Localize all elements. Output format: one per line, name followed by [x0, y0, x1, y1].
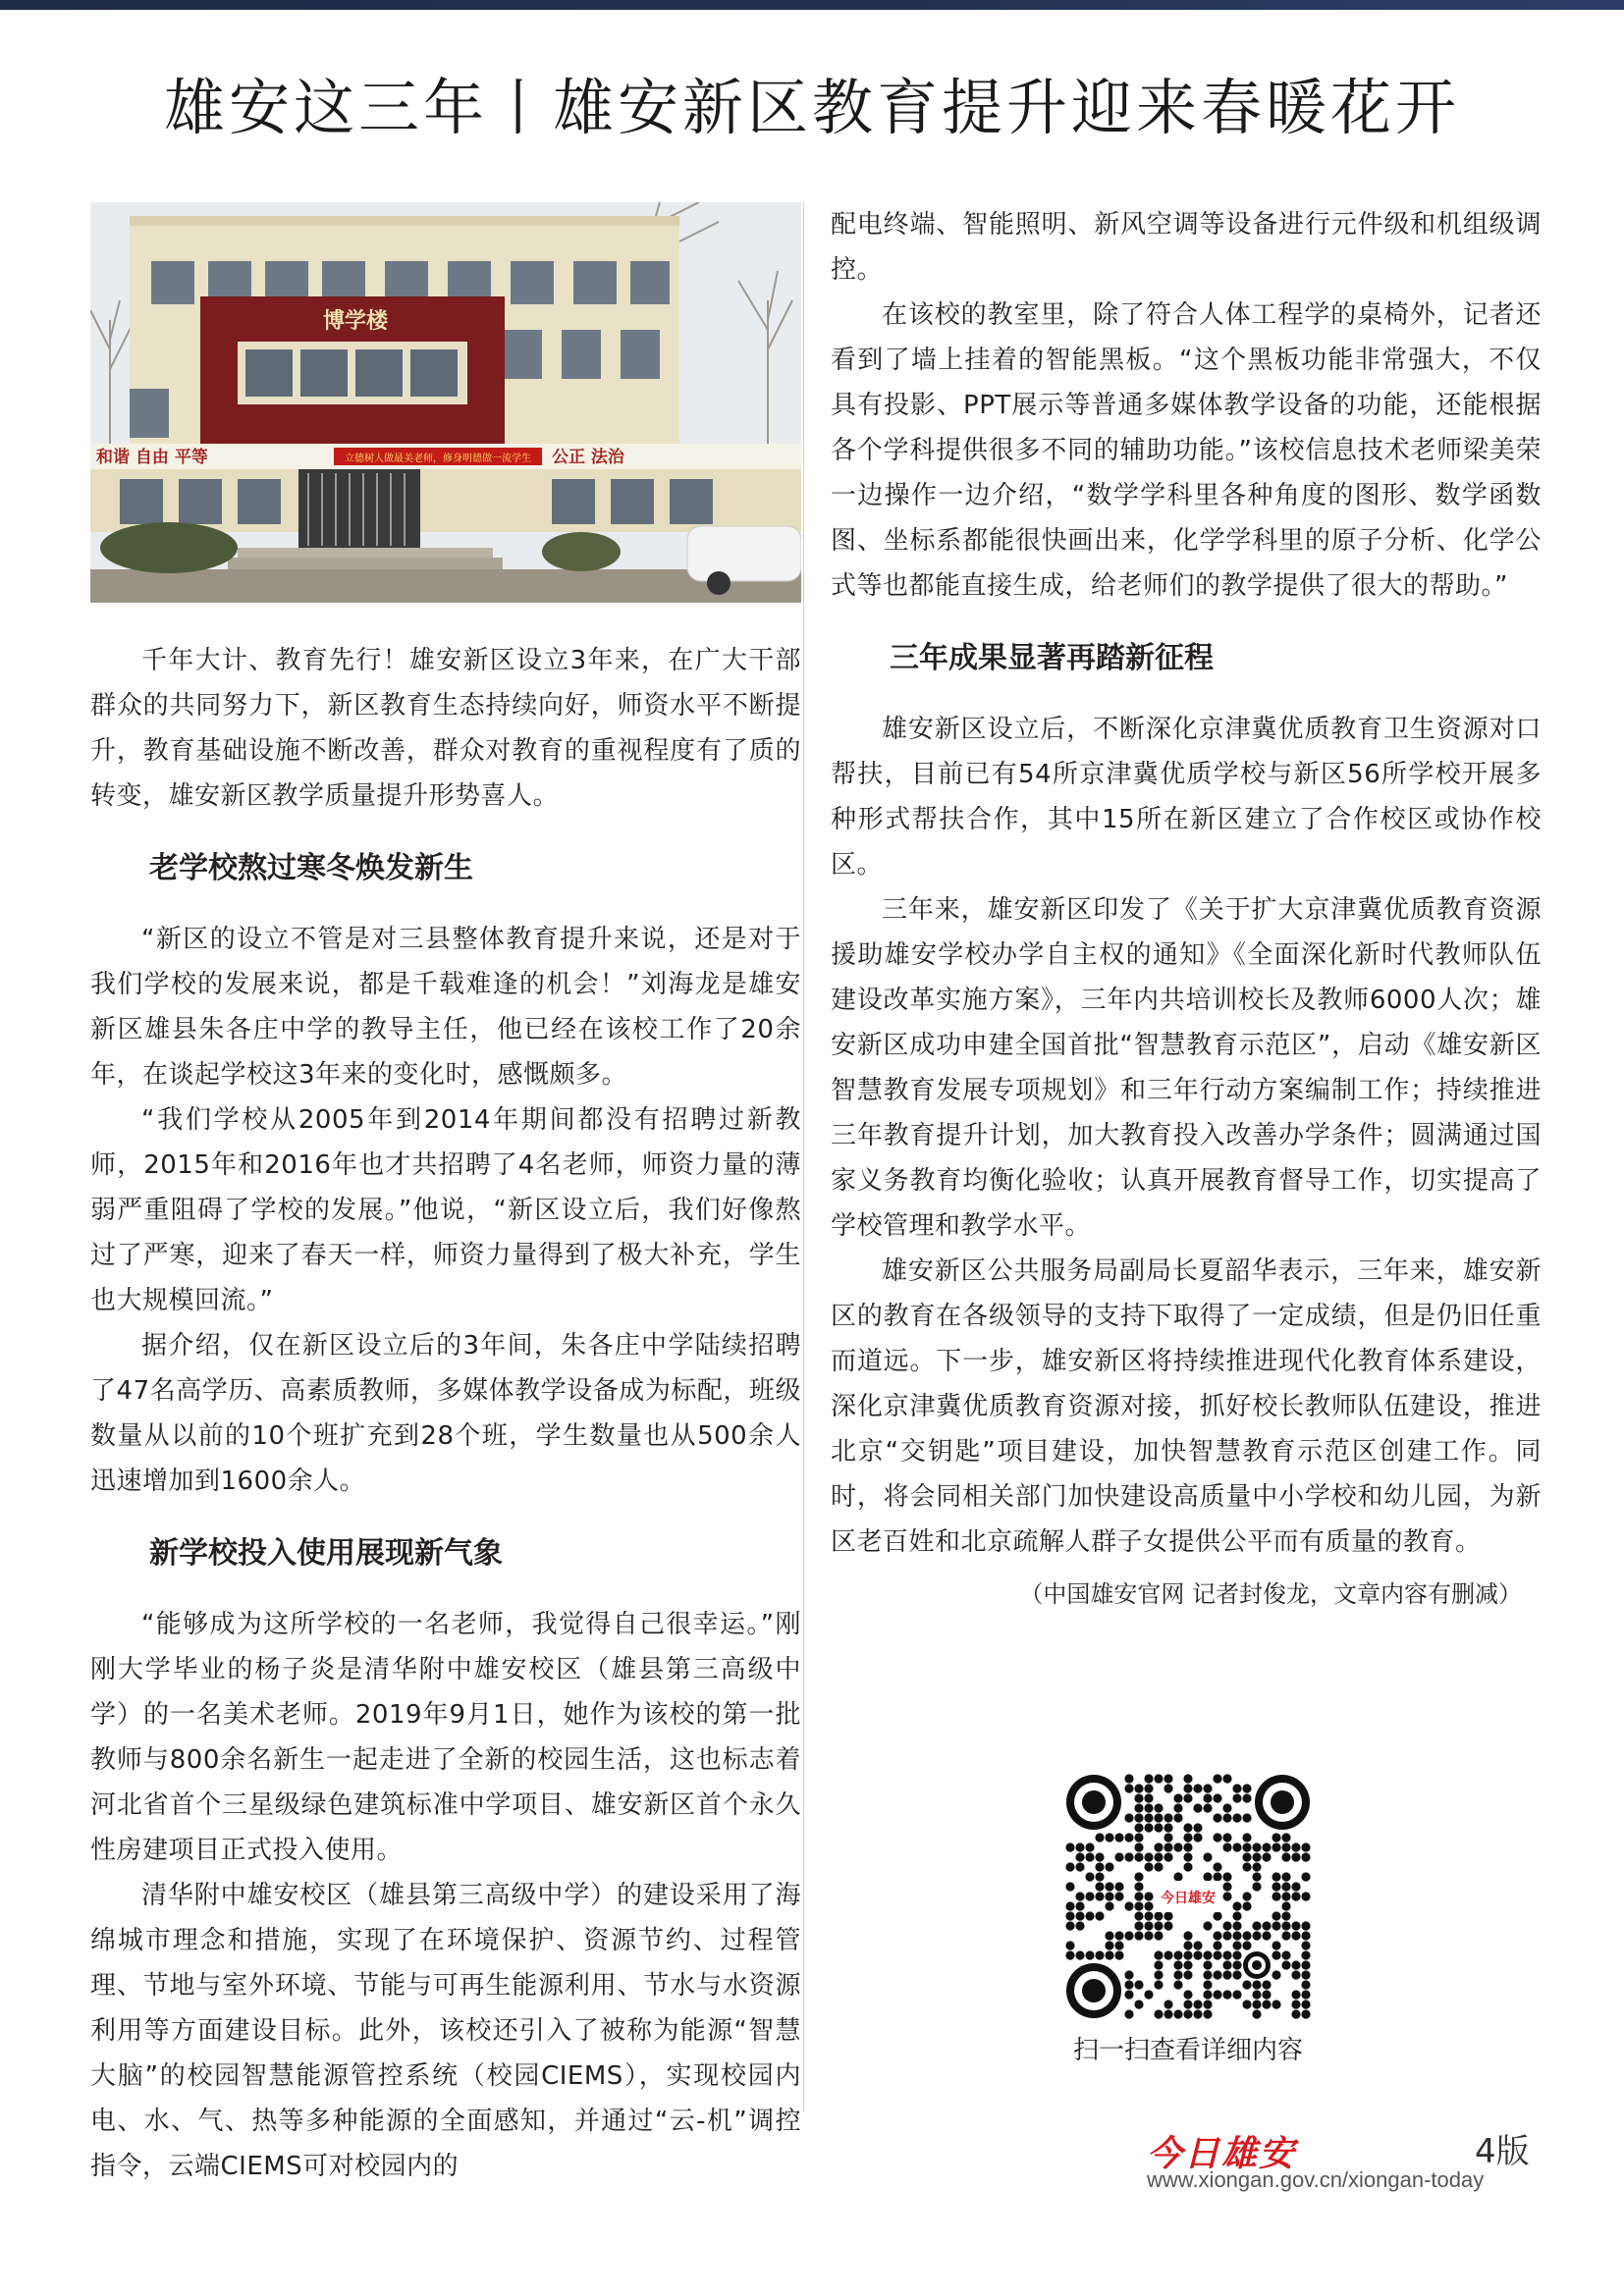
paragraph: 清华附中雄安校区（雄县第三高级中学）的建设采用了海绵城市理念和措施，实现了在环境保护、资源节约、过程管理、节地与室外环境、节能与可再生能源利用、节水与水资源利用等方面建设目标。此外，该校还引入了被称为能源“智慧大脑”的校园智慧能源管控系统（校园CIEMS），实现校园内电、水、气、热等多种能源的全面感知，并通过“云-机”调控指令，云端CIEMS可对校园内的: [90, 1881, 801, 2181]
newspaper-brand-logo: 今日雄安: [1147, 2133, 1297, 2174]
website-url[interactable]: www.xiongan.gov.cn/xiongan-today: [1147, 2167, 1485, 2192]
qr-center-logo: 今日雄安: [1161, 1891, 1216, 1906]
paragraph: 雄安新区公共服务局副局长夏韶华表示，三年来，雄安新区的教育在各级领导的支持下取得了一定成绩，但是仍旧任重而道远。下一步，雄安新区将持续推进现代化教育体系建设，深化京津冀优质教育资源对接，抓好校长教师队伍建设，推进北京“交钥匙”项目建设，加快智慧教育示范区创建工作。同时，将会同相关部门加快建设高质量中小学校和幼儿园，为新区老百姓和北京疏解人群子女提供公平而有质量的教育。: [831, 1256, 1542, 1557]
page-number: 4版: [1475, 2132, 1530, 2171]
paragraph: 在该校的教室里，除了符合人体工程学的桌椅外，记者还看到了墙上挂着的智能黑板。“这个黑板功能非常强大，不仅具有投影、PPT展示等普通多媒体教学设备的功能，还能根据各个学科提供很多不同的辅助功能。”该校信息技术老师梁美荣一边操作一边介绍，“数学学科里各种角度的图形、数学函数图、坐标系都能很快画出来，化学学科里的原子分析、化学公式等也都能直接生成，给老师们的教学提供了很大的帮助。”: [831, 300, 1542, 601]
qr-caption: 扫一扫查看详细内容: [1072, 2036, 1303, 2065]
school-building-photo: [90, 202, 801, 603]
column-divider: [803, 202, 804, 2111]
paragraph: “能够成为这所学校的一名老师，我觉得自己很幸运。”刚刚大学毕业的杨子炎是清华附中雄安校区（雄县第三高级中学）的一名美术老师。2019年9月1日，她作为该校的第一批教师与800余名新生一起走进了全新的校园生活，这也标志着河北省首个三星级绿色建筑标准中学项目、雄安新区首个永久性房建项目正式投入使用。: [90, 1610, 801, 1865]
paragraph: “新区的设立不管是对三县整体教育提升来说，还是对于我们学校的发展来说，都是千载难逢的机会！”刘海龙是雄安新区雄县朱各庄中学的教导主任，他已经在该校工作了20余年，在谈起学校这3年来的变化时，感慨颇多。: [90, 925, 801, 1090]
section-heading: 新学校投入使用展现新气象: [149, 1536, 503, 1571]
paragraph: “我们学校从2005年到2014年期间都没有招聘过新教师，2015年和2016年也才共招聘了4名老师，师资力量的薄弱严重阻碍了学校的发展。”他说，“新区设立后，我们好像熬过了严寒，迎来了春天一样，师资力量得到了极大补充，学生也大规模回流。”: [90, 1105, 801, 1315]
banner-left-text: 和谐 自由 平等: [96, 448, 208, 467]
paragraph: 三年来，雄安新区印发了《关于扩大京津冀优质教育资源援助雄安学校办学自主权的通知》《全面深化新时代教师队伍建设改革实施方案》，三年内共培训校长及教师6000人次；雄安新区成功申建全国首批“智慧教育示范区”，启动《雄安新区智慧教育发展专项规划》和三年行动方案编制工作；持续推进三年教育提升计划，加大教育投入改善办学条件；圆满通过国家义务教育均衡化验收；认真开展教育督导工作，切实提高了学校管理和教学水平。: [831, 895, 1542, 1241]
section-heading: 三年成果显著再踏新征程: [890, 641, 1214, 675]
top-color-bar: [0, 0, 1624, 10]
qr-code[interactable]: [1064, 1773, 1312, 2020]
right-column: [831, 202, 1542, 1616]
left-column: [90, 202, 801, 2189]
section-heading: 老学校熬过寒冬焕发新生: [149, 851, 473, 885]
paragraph: 千年大计、教育先行！雄安新区设立3年来，在广大干部群众的共同努力下，新区教育生态持续向好，师资水平不断提升，教育基础设施不断改善，群众对教育的重视程度有了质的转变，雄安新区教学质量提升形势喜人。: [90, 646, 801, 811]
paragraph: 据介绍，仅在新区设立后的3年间，朱各庄中学陆续招聘了47名高学历、高素质教师，多媒体教学设备成为标配，班级数量从以前的10个班扩充到28个班，学生数量也从500余人迅速增加到1600余人。: [90, 1331, 801, 1496]
banner-center-text: 立德树人做最美老师，修身明德做一流学生: [345, 454, 531, 464]
paragraph: 配电终端、智能照明、新风空调等设备进行元件级和机组级调控。: [831, 210, 1542, 285]
article-title: 雄安这三年丨雄安新区教育提升迎来春暖花开: [163, 72, 1460, 143]
paragraph: 雄安新区设立后，不断深化京津冀优质教育卫生资源对口帮扶，目前已有54所京津冀优质学校与新区56所学校开展多种形式帮扶合作，其中15所在新区建立了合作校区或协作校区。: [831, 715, 1542, 880]
banner-right-text: 公正 法治: [552, 448, 624, 467]
building-sign-text: 博学楼: [322, 308, 389, 334]
article-credit: （中国雄安官网 记者封俊龙，文章内容有删减）: [1019, 1580, 1522, 1608]
